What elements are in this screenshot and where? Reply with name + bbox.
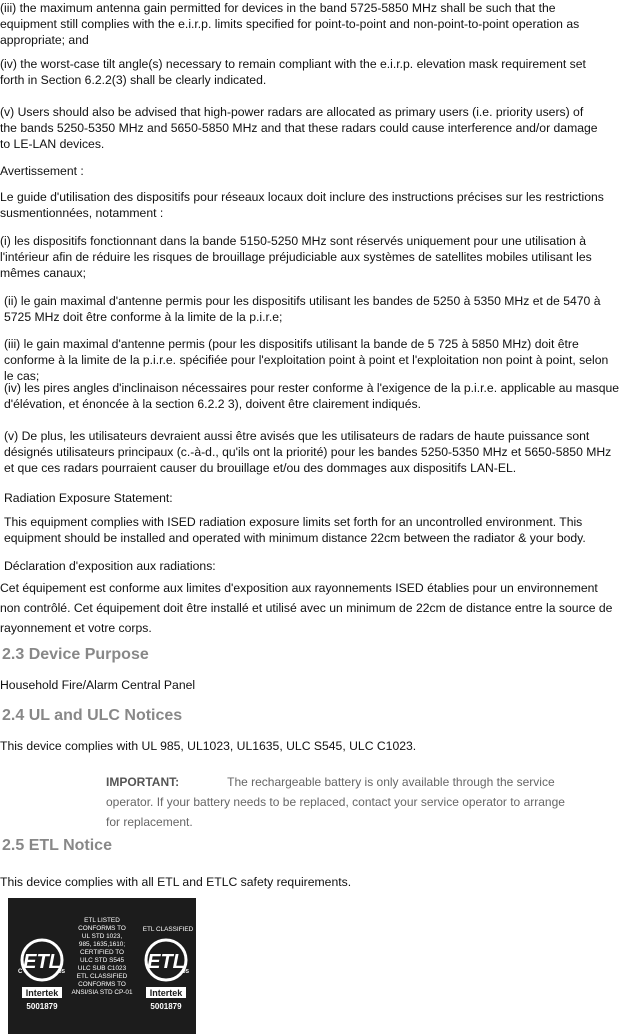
etl-certification-logo: [8, 898, 196, 1034]
svg-text:985, 1635,1610;: 985, 1635,1610;: [78, 941, 126, 948]
svg-text:CONFORMS TO: CONFORMS TO: [78, 925, 126, 932]
svg-text:UL STD 1023,: UL STD 1023,: [81, 933, 123, 940]
paragraph-fr-iv: (iv) les pires angles d'inclinaison nécessaires pour rester conforme à l'exigence de la p.i.r.e. applicable au masque d'élévation, et énoncée à la section 6.2.2 3), doivent être clairement indiqués.: [4, 381, 620, 411]
svg-text:CERTIFIED TO: CERTIFIED TO: [79, 949, 125, 956]
paragraph-etl: This device complies with all ETL and ETLC safety requirements.: [0, 875, 352, 889]
paragraph-device-purpose: Household Fire/Alarm Central Panel: [0, 678, 196, 692]
paragraph-fr-v: (v) De plus, les utilisateurs devraient aussi être avisés que les utilisateurs de radars de haute puissance sont désignés utilisateurs principaux (c.-à-d., qu'ils ont la priorité) pour les bandes 5250-5350 MHz et 5650-5850 MHz et que ces radars pourraient causer du brouillage et/ou des dommages aux dispositifs LAN-EL.: [4, 429, 612, 475]
paragraph-declaration-exposition: Cet équipement est conforme aux limites d'exposition aux rayonnements ISED établies pour un environnement non contrôlé. Cet équipement doit être installé et utilisé avec un minimum de 22cm de distance entre la source de rayonnement et votre corps.: [0, 581, 613, 635]
paragraph-tilt-angle: (iv) the worst-case tilt angle(s) necessary to remain compliant with the e.i.r.p. elevation mask requirement set forth in Section 6.2.2(3) shall be clearly indicated.: [0, 57, 586, 87]
etl-classified-mark: [143, 926, 194, 1011]
etl-mark-right: ETL: [147, 951, 185, 973]
important-note: [106, 772, 576, 832]
heading-radiation-exposure: Radiation Exposure Statement:: [4, 491, 173, 505]
section-heading-device-purpose: 2.3 Device Purpose: [2, 646, 149, 663]
svg-text:ULC SUB C1023: ULC SUB C1023: [77, 965, 127, 972]
heading-declaration-exposition: Déclaration d'exposition aux radiations:: [4, 559, 216, 573]
etl-mark-left: ETL: [23, 951, 61, 973]
important-label: IMPORTANT:: [106, 775, 180, 789]
paragraph-fr-i: (i) les dispositifs fonctionnant dans la bande 5150-5250 MHz sont réservés uniquement pour une utilisation à l'intérieur afin de réduire les risques de brouillage préjudiciable aux systèmes de satellites mobiles utilisant les mêmes canaux;: [0, 234, 592, 280]
paragraph-guide-utilisation: Le guide d'utilisation des dispositifs pour réseaux locaux doit inclure des instructions précises sur les restrictions susmentionnées, notamment :: [0, 190, 604, 220]
number-right: 5001879: [150, 1002, 182, 1011]
number-left: 5001879: [26, 1002, 58, 1011]
etl-listed-mark: [18, 940, 66, 1011]
etl-classified-label: ETL CLASSIFIED: [142, 926, 194, 933]
paragraph-ul-ulc: This device complies with UL 985, UL1023, UL1635, ULC S545, ULC C1023.: [0, 739, 417, 753]
svg-text:ETL CLASSIFIED: ETL CLASSIFIED: [76, 973, 128, 980]
us-mark-right: US: [182, 969, 189, 975]
paragraph-eirp-limits: (iii) the maximum antenna gain permitted for devices in the band 5725-5850 MHz shall be such that the equipment still complies with the e.i.r.p. limits specified for point-to-point and non-point-to-point operation as appropriate; and: [0, 1, 580, 47]
intertek-right: Intertek: [149, 988, 183, 998]
etl-listed-text: [71, 917, 133, 996]
important-text: The rechargeable battery is only available through the service operator. If your battery needs to be replaced, contact your service operator to arrange for replacement.: [106, 775, 565, 829]
svg-text:CONFORMS TO: CONFORMS TO: [78, 981, 126, 988]
svg-text:ULC STD S545: ULC STD S545: [79, 957, 125, 964]
svg-text:ETL LISTED: ETL LISTED: [84, 917, 120, 924]
paragraph-fr-iii: (iii) le gain maximal d'antenne permis (pour les dispositifs utilisant la bande de 5 725 à 5850 MHz) doit être conforme à la limite de la p.i.r.e. spécifiée pour l'exploitation point à point et l'exploitation non point à point, selon le cas;: [4, 337, 609, 383]
section-heading-etl: 2.5 ETL Notice: [2, 837, 112, 854]
svg-text:ANSI/SIA STD CP-01: ANSI/SIA STD CP-01: [71, 989, 133, 996]
paragraph-fr-ii: (ii) le gain maximal d'antenne permis pour les dispositifs utilisant les bandes de 5250 à 5350 MHz et de 5470 à 5725 MHz doit être conforme à la limite de la p.i.r.e;: [4, 294, 601, 324]
c-mark: C: [18, 969, 23, 975]
paragraph-radiation-exposure: This equipment complies with ISED radiation exposure limits set forth for an uncontrolled environment. This equipment should be installed and operated with minimum distance 22cm between the radiator & your body.: [4, 515, 586, 545]
intertek-left: Intertek: [25, 988, 59, 998]
heading-avertissement: Avertissement :: [0, 164, 84, 178]
section-heading-ul-ulc: 2.4 UL and ULC Notices: [2, 707, 183, 724]
paragraph-high-power-radars: (v) Users should also be advised that high-power radars are allocated as primary users (i.e. priority users) of the bands 5250-5350 MHz and 5650-5850 MHz and that these radars could cause interference and/or damage to LE-LAN devices.: [0, 105, 598, 151]
us-mark-left: US: [58, 969, 65, 975]
